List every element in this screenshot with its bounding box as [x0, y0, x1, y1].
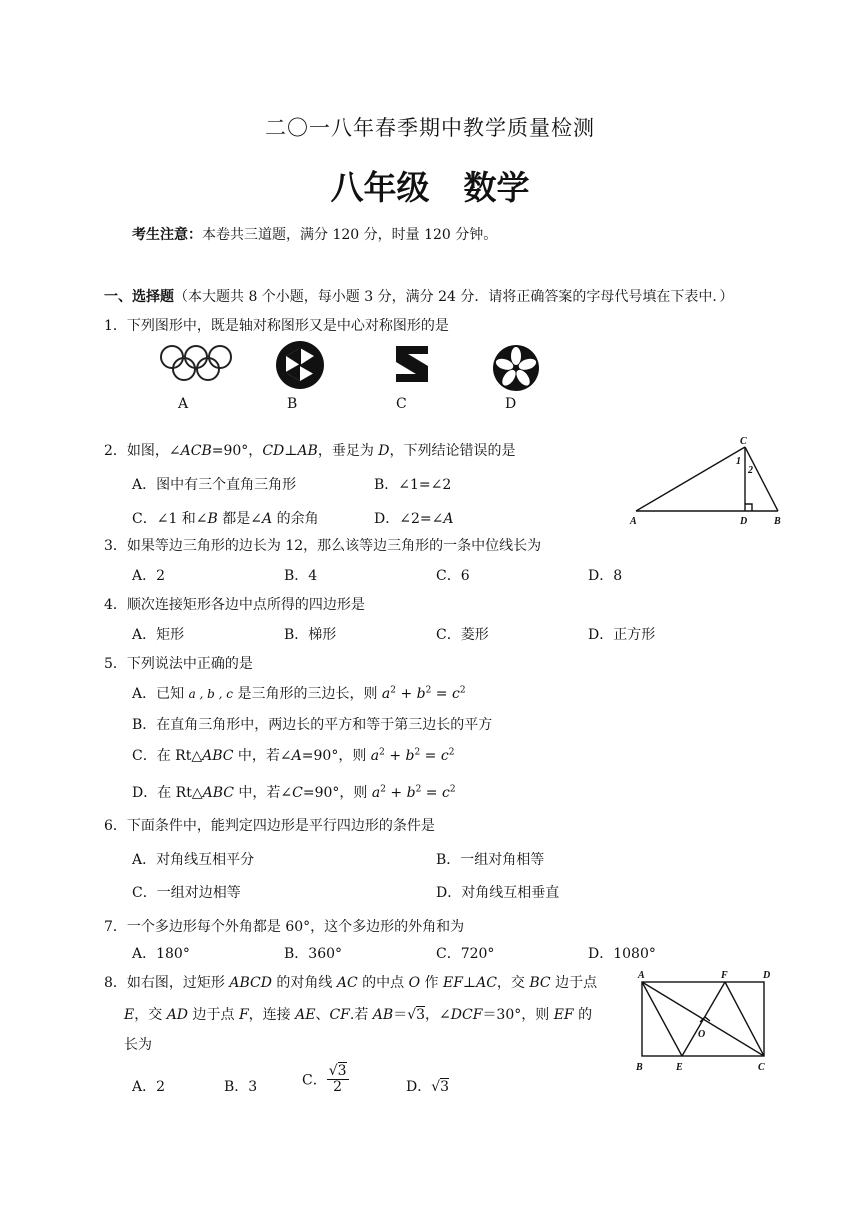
q2-fig-label-b: B	[774, 516, 781, 527]
q1-label-b: B	[287, 396, 298, 412]
q4-option-b: B．梯形	[284, 627, 337, 643]
q1-label-a: A	[178, 396, 189, 412]
section-heading	[104, 286, 733, 306]
q8-fig-label-f: F	[721, 970, 728, 981]
question-8-line-2: E，交 AD 边于点 F，连接 AE、CF.若 AB＝√3，∠DCF＝30°，则 EF 的	[124, 1007, 593, 1023]
paper-subtitle	[0, 162, 860, 209]
q2-fig-label-1: 1	[736, 456, 741, 467]
question-8-line-3: 长为	[124, 1037, 152, 1053]
q2-fig-label-d: D	[740, 516, 748, 527]
q3-option-a: A．2	[132, 568, 166, 584]
question-6-stem: 6．下面条件中，能判定四边形是平行四边形的条件是	[104, 818, 435, 834]
q8-fig-label-o: O	[698, 1029, 706, 1040]
q2-fig-label-2: 2	[748, 465, 753, 476]
q2-option-c: C．∠1 和∠B 都是∠A 的余角	[132, 511, 319, 527]
q2-fig-label-c: C	[740, 436, 747, 447]
q6-option-d: D．对角线互相垂直	[436, 885, 560, 901]
q3-option-d: D．8	[588, 568, 623, 584]
q8-option-d: D．√3	[406, 1079, 450, 1095]
hexagon-cube-logo-icon	[275, 340, 325, 390]
q1-label-d: D	[505, 396, 517, 412]
q7-option-d: D．1080°	[588, 946, 656, 962]
q8-fig-label-e: E	[676, 1062, 683, 1073]
q2-fig-label-a: A	[630, 516, 637, 527]
paper-title: 二〇一八年春季期中教学质量检测	[265, 116, 595, 140]
q2-option-b: B．∠1=∠2	[374, 477, 452, 493]
question-3-stem: 3．如果等边三角形的边长为 12，那么该等边三角形的一条中位线长为	[104, 538, 542, 554]
olympic-rings-icon	[156, 345, 236, 383]
subject-label: 数学	[463, 168, 530, 207]
q2-option-d: D．∠2=∠A	[374, 511, 454, 527]
q2-option-a: A．图中有三个直角三角形	[132, 477, 297, 493]
q1-label-c: C	[396, 396, 407, 412]
bauhinia-flower-icon	[492, 344, 540, 392]
q6-option-c: C．一组对边相等	[132, 885, 241, 901]
q8-fig-label-c: C	[758, 1062, 765, 1073]
section-title: 一、选择题	[104, 289, 174, 305]
section-instruction: （本大题共 8 个小题，每小题 3 分，满分 24 分．请将正确答案的字母代号填在下表中．）	[174, 289, 734, 305]
q8-option-c-fraction: $\frac{√3}{2}$	[328, 1063, 347, 1095]
q6-option-a: A．对角线互相平分	[132, 852, 255, 868]
q4-option-d: D．正方形	[588, 627, 656, 643]
q8-fig-label-a: A	[638, 970, 645, 981]
q8-fig-label-d: D	[763, 970, 771, 981]
q4-option-a: A．矩形	[132, 627, 185, 643]
q7-option-b: B．360°	[284, 946, 343, 962]
question-8-line-1: 8．如右图，过矩形 ABCD 的对角线 AC 的中点 O 作 EF⊥AC，交 BC 边于点	[104, 975, 598, 991]
grade-label: 八年级	[330, 168, 430, 207]
question-4-stem: 4．顺次连接矩形各边中点所得的四边形是	[104, 597, 365, 613]
q8-option-b: B．3	[224, 1079, 258, 1095]
q8-option-c: C． $\frac{√3}{2}$	[302, 1063, 347, 1095]
q5-option-b: B．在直角三角形中，两边长的平方和等于第三边长的平方	[132, 717, 493, 733]
q5-option-a: A．已知 a , b , c 是三角形的三边长，则 $a^2 + b^2 = c^2$	[132, 685, 466, 702]
q7-option-c: C．720°	[436, 946, 495, 962]
q5-option-d: D．在 Rt△ABC 中，若∠C=90°，则 $a^2 + b^2 = c^2$	[132, 784, 456, 801]
question-5-stem: 5．下列说法中正确的是	[104, 656, 253, 672]
s-logo-icon	[388, 342, 436, 386]
q4-option-c: C．菱形	[436, 627, 489, 643]
q5-option-c: C．在 Rt△ABC 中，若∠A=90°，则 $a^2 + b^2 = c^2$	[132, 747, 455, 764]
notice-label: 考生注意：	[132, 227, 202, 243]
q8-option-a: A．2	[132, 1079, 166, 1095]
question-2-stem: 2．如图，∠ACB=90°，CD⊥AB，垂足为 D，下列结论错误的是	[104, 443, 516, 459]
q2-right-triangle-figure	[622, 434, 794, 528]
question-1-stem: 1．下列图形中，既是轴对称图形又是中心对称图形的是	[104, 318, 449, 334]
q8-fig-label-b: B	[636, 1062, 643, 1073]
q7-option-a: A．180°	[132, 946, 190, 962]
question-7-stem: 7．一个多边形每个外角都是 60°，这个多边形的外角和为	[104, 919, 465, 935]
q8-rectangle-figure	[630, 966, 780, 1078]
notice-text: 本卷共三道题，满分 120 分，时量 120 分钟。	[202, 227, 498, 243]
q3-option-c: C．6	[436, 568, 470, 584]
q3-option-b: B．4	[284, 568, 318, 584]
q6-option-b: B．一组对角相等	[436, 852, 545, 868]
exam-notice	[132, 224, 497, 244]
